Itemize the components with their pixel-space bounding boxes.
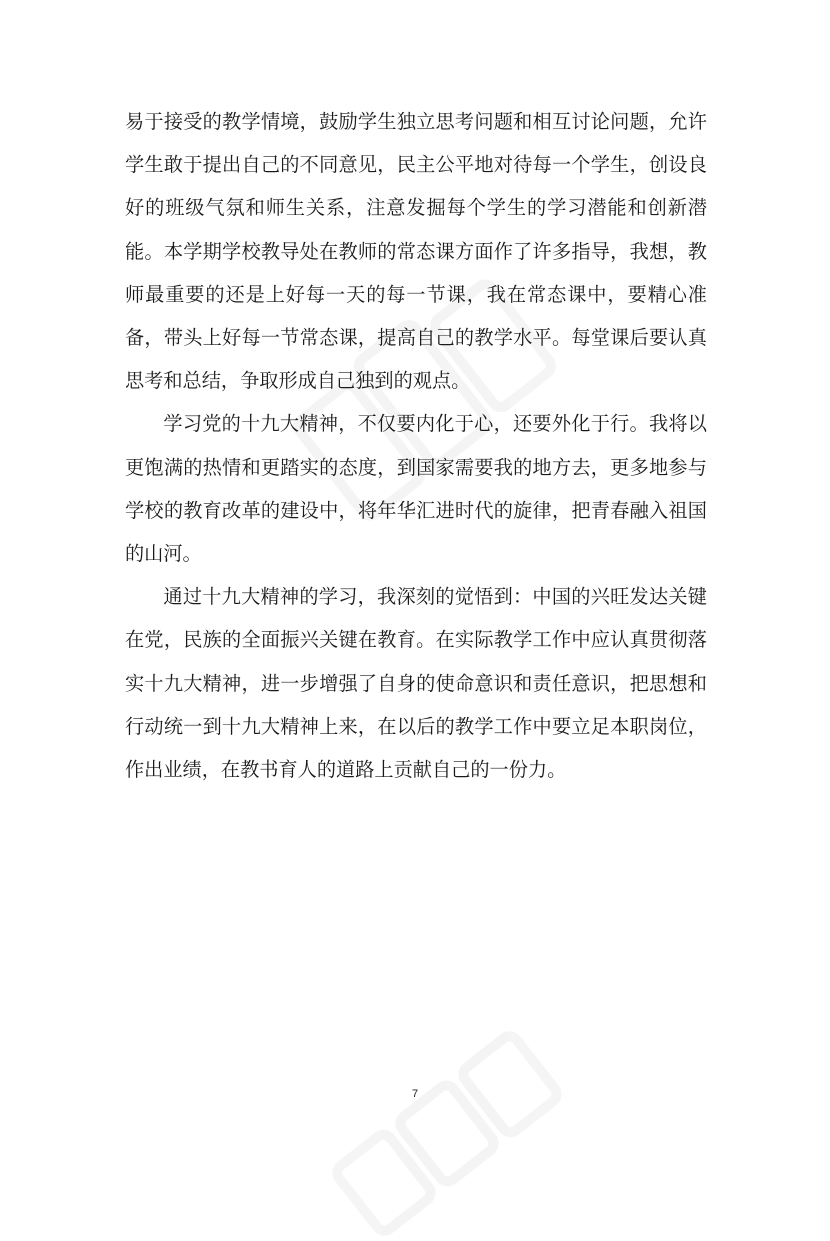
page-number: 7 xyxy=(411,1088,419,1100)
watermark-graphic-bottom xyxy=(327,1029,564,1241)
paragraph-1: 易于接受的教学情境，鼓励学生独立思考问题和相互讨论问题，允许学生敢于提出自己的不同意见，民主公平地对待每一个学生，创设良好的班级气氛和师生关系，注意发掘每个学生的学习潜能和创新潜能。本学期学校教导处在教师的常态课方面作了许多指导，我想，教师最重要的还是上好每一天的每一节课，我在常态课中，要精心准备，带头上好每一节常态课，提高自己的教学水平。每堂课后要认真思考和总结，争取形成自己独到的观点。 xyxy=(125,110,707,393)
body-text xyxy=(125,100,707,791)
paragraph-3: 通过十九大精神的学习，我深刻的觉悟到：中国的兴旺发达关键在党，民族的全面振兴关键在教育。在实际教学工作中应认真贯彻落实十九大精神，进一步增强了自身的使命意识和责任意识，把思想和行动统一到十九大精神上来，在以后的教学工作中要立足本职岗位，作出业绩，在教书育人的道路上贡献自己的一份力。 xyxy=(125,585,707,782)
paragraph-2: 学习党的十九大精神，不仅要内化于心，还要外化于行。我将以更饱满的热情和更踏实的态度，到国家需要我的地方去，更多地参与学校的教育改革的建设中，将年华汇进时代的旋律，把青春融入祖国的山河。 xyxy=(125,412,707,566)
